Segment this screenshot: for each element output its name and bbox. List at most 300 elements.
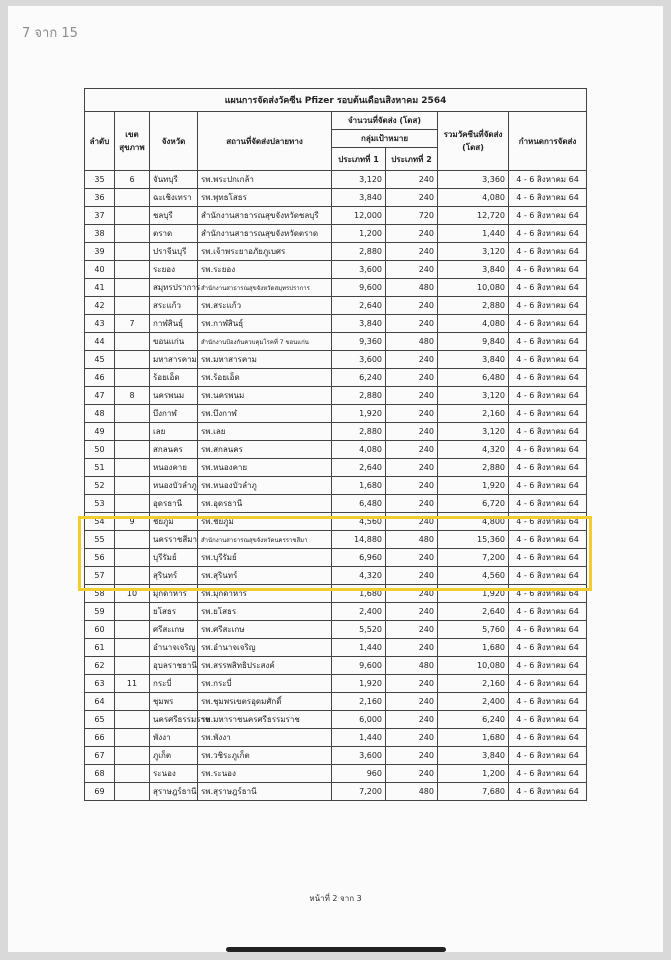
- cell-type1: 1,440: [332, 729, 386, 747]
- cell-type1: 9,360: [332, 333, 386, 351]
- cell-no: 63: [85, 675, 115, 693]
- cell-total: 6,720: [438, 495, 509, 513]
- cell-type2: 240: [386, 423, 438, 441]
- cell-schedule: 4 - 6 สิงหาคม 64: [509, 693, 587, 711]
- cell-total: 12,720: [438, 207, 509, 225]
- cell-no: 62: [85, 657, 115, 675]
- table-row: [85, 513, 587, 531]
- cell-type2: 480: [386, 783, 438, 801]
- cell-no: 45: [85, 351, 115, 369]
- cell-no: 61: [85, 639, 115, 657]
- table-row: [85, 207, 587, 225]
- cell-schedule: 4 - 6 สิงหาคม 64: [509, 585, 587, 603]
- cell-no: 59: [85, 603, 115, 621]
- cell-type1: 2,880: [332, 387, 386, 405]
- cell-no: 48: [85, 405, 115, 423]
- cell-province: ชลบุรี: [150, 207, 198, 225]
- cell-total: 3,120: [438, 243, 509, 261]
- table-row: [85, 531, 587, 549]
- cell-province: มหาสารคาม: [150, 351, 198, 369]
- cell-type2: 240: [386, 243, 438, 261]
- cell-type2: 240: [386, 171, 438, 189]
- cell-region: [115, 531, 150, 549]
- cell-schedule: 4 - 6 สิงหาคม 64: [509, 441, 587, 459]
- cell-total: 5,760: [438, 621, 509, 639]
- cell-schedule: 4 - 6 สิงหาคม 64: [509, 783, 587, 801]
- cell-destination: รพ.พุทธโสธร: [198, 189, 332, 207]
- cell-destination: รพ.ชัยภูมิ: [198, 513, 332, 531]
- cell-province: หนองคาย: [150, 459, 198, 477]
- cell-total: 2,400: [438, 693, 509, 711]
- table-row: [85, 459, 587, 477]
- header-schedule: กำหนดการจัดส่ง: [509, 112, 587, 171]
- cell-type1: 1,440: [332, 639, 386, 657]
- header-destination: สถานที่จัดส่งปลายทาง: [198, 112, 332, 171]
- cell-type2: 240: [386, 261, 438, 279]
- cell-type2: 720: [386, 207, 438, 225]
- cell-province: สุรินทร์: [150, 567, 198, 585]
- cell-destination: รพ.พระปกเกล้า: [198, 171, 332, 189]
- cell-region: [115, 747, 150, 765]
- cell-type2: 240: [386, 585, 438, 603]
- cell-type2: 240: [386, 639, 438, 657]
- cell-destination: รพ.สระแก้ว: [198, 297, 332, 315]
- cell-no: 64: [85, 693, 115, 711]
- cell-no: 50: [85, 441, 115, 459]
- cell-type1: 1,920: [332, 405, 386, 423]
- cell-type1: 1,680: [332, 477, 386, 495]
- cell-type1: 1,200: [332, 225, 386, 243]
- cell-total: 7,680: [438, 783, 509, 801]
- cell-type1: 4,080: [332, 441, 386, 459]
- cell-type1: 14,880: [332, 531, 386, 549]
- cell-destination: รพ.กระบี่: [198, 675, 332, 693]
- cell-type1: 6,960: [332, 549, 386, 567]
- cell-destination: รพ.อำนาจเจริญ: [198, 639, 332, 657]
- cell-total: 1,440: [438, 225, 509, 243]
- cell-province: อำนาจเจริญ: [150, 639, 198, 657]
- table-row: [85, 711, 587, 729]
- table-row: [85, 495, 587, 513]
- cell-schedule: 4 - 6 สิงหาคม 64: [509, 207, 587, 225]
- cell-type1: 7,200: [332, 783, 386, 801]
- cell-type1: 960: [332, 765, 386, 783]
- cell-type1: 3,120: [332, 171, 386, 189]
- cell-type1: 2,640: [332, 297, 386, 315]
- cell-schedule: 4 - 6 สิงหาคม 64: [509, 549, 587, 567]
- cell-type2: 480: [386, 279, 438, 297]
- cell-destination: รพ.บุรีรัมย์: [198, 549, 332, 567]
- table-row: [85, 387, 587, 405]
- table-title: แผนการจัดส่งวัคซีน Pfizer รอบต้นเดือนสิงหาคม 2564: [85, 89, 587, 112]
- cell-type1: 3,600: [332, 261, 386, 279]
- cell-schedule: 4 - 6 สิงหาคม 64: [509, 729, 587, 747]
- cell-type2: 240: [386, 603, 438, 621]
- cell-total: 9,840: [438, 333, 509, 351]
- cell-region: 7: [115, 315, 150, 333]
- table-row: [85, 225, 587, 243]
- cell-region: [115, 783, 150, 801]
- cell-schedule: 4 - 6 สิงหาคม 64: [509, 747, 587, 765]
- table-row: [85, 297, 587, 315]
- cell-region: [115, 351, 150, 369]
- cell-total: 2,640: [438, 603, 509, 621]
- cell-destination: สำนักงานสาธารณสุขจังหวัดตราด: [198, 225, 332, 243]
- cell-total: 2,880: [438, 459, 509, 477]
- cell-total: 7,200: [438, 549, 509, 567]
- cell-type1: 5,520: [332, 621, 386, 639]
- cell-province: ร้อยเอ็ด: [150, 369, 198, 387]
- table-row: [85, 765, 587, 783]
- cell-province: กระบี่: [150, 675, 198, 693]
- table-row: [85, 351, 587, 369]
- cell-destination: รพ.มุกดาหาร: [198, 585, 332, 603]
- cell-type2: 240: [386, 315, 438, 333]
- cell-province: ขอนแก่น: [150, 333, 198, 351]
- cell-region: [115, 639, 150, 657]
- table-row: [85, 369, 587, 387]
- cell-destination: สำนักงานสาธารณสุขจังหวัดสมุทรปราการ: [198, 279, 332, 297]
- cell-type1: 3,840: [332, 315, 386, 333]
- cell-province: เลย: [150, 423, 198, 441]
- table-row: [85, 639, 587, 657]
- cell-region: [115, 423, 150, 441]
- cell-no: 56: [85, 549, 115, 567]
- page-indicator: 7 จาก 15: [22, 26, 78, 41]
- cell-schedule: 4 - 6 สิงหาคม 64: [509, 711, 587, 729]
- cell-total: 2,160: [438, 675, 509, 693]
- vaccine-plan-table-container: [84, 88, 586, 801]
- cell-destination: รพ.ศรีสะเกษ: [198, 621, 332, 639]
- cell-type2: 240: [386, 459, 438, 477]
- cell-no: 41: [85, 279, 115, 297]
- cell-type2: 240: [386, 711, 438, 729]
- cell-schedule: 4 - 6 สิงหาคม 64: [509, 567, 587, 585]
- cell-region: [115, 549, 150, 567]
- table-row: [85, 675, 587, 693]
- cell-no: 40: [85, 261, 115, 279]
- cell-total: 3,840: [438, 351, 509, 369]
- cell-no: 55: [85, 531, 115, 549]
- table-row: [85, 405, 587, 423]
- cell-no: 44: [85, 333, 115, 351]
- cell-type2: 480: [386, 531, 438, 549]
- cell-region: [115, 189, 150, 207]
- cell-schedule: 4 - 6 สิงหาคม 64: [509, 171, 587, 189]
- cell-no: 51: [85, 459, 115, 477]
- page-footer: หน้าที่ 2 จาก 3: [309, 894, 362, 903]
- cell-destination: รพ.ชุมพรเขตรอุดมศักดิ์: [198, 693, 332, 711]
- cell-destination: รพ.ระยอง: [198, 261, 332, 279]
- cell-destination: สำนักงานป้องกันควบคุมโรคที่ 7 ขอนแก่น: [198, 333, 332, 351]
- cell-schedule: 4 - 6 สิงหาคม 64: [509, 639, 587, 657]
- cell-region: [115, 225, 150, 243]
- cell-total: 6,240: [438, 711, 509, 729]
- cell-type2: 240: [386, 405, 438, 423]
- cell-total: 1,920: [438, 477, 509, 495]
- cell-schedule: 4 - 6 สิงหาคม 64: [509, 675, 587, 693]
- cell-destination: สำนักงานสาธารณสุขจังหวัดนครราชสีมา: [198, 531, 332, 549]
- cell-region: [115, 621, 150, 639]
- cell-province: นครราชสีมา: [150, 531, 198, 549]
- cell-total: 4,080: [438, 315, 509, 333]
- cell-region: [115, 693, 150, 711]
- cell-type1: 1,680: [332, 585, 386, 603]
- cell-schedule: 4 - 6 สิงหาคม 64: [509, 531, 587, 549]
- table-row: [85, 603, 587, 621]
- cell-province: ระนอง: [150, 765, 198, 783]
- cell-type2: 240: [386, 549, 438, 567]
- table-row: [85, 747, 587, 765]
- cell-schedule: 4 - 6 สิงหาคม 64: [509, 765, 587, 783]
- cell-destination: รพ.มหาราชนครศรีธรรมราช: [198, 711, 332, 729]
- cell-type1: 9,600: [332, 279, 386, 297]
- cell-type1: 12,000: [332, 207, 386, 225]
- cell-type2: 480: [386, 657, 438, 675]
- cell-province: ชุมพร: [150, 693, 198, 711]
- cell-type2: 240: [386, 765, 438, 783]
- table-row: [85, 657, 587, 675]
- table-row: [85, 567, 587, 585]
- cell-schedule: 4 - 6 สิงหาคม 64: [509, 333, 587, 351]
- cell-schedule: 4 - 6 สิงหาคม 64: [509, 495, 587, 513]
- cell-total: 1,680: [438, 729, 509, 747]
- cell-destination: สำนักงานสาธารณสุขจังหวัดชลบุรี: [198, 207, 332, 225]
- cell-region: [115, 207, 150, 225]
- cell-destination: รพ.หนองคาย: [198, 459, 332, 477]
- cell-destination: รพ.ร้อยเอ็ด: [198, 369, 332, 387]
- cell-no: 37: [85, 207, 115, 225]
- cell-type1: 2,400: [332, 603, 386, 621]
- cell-region: 11: [115, 675, 150, 693]
- cell-region: 10: [115, 585, 150, 603]
- cell-destination: รพ.อุดรธานี: [198, 495, 332, 513]
- table-row: [85, 549, 587, 567]
- table-row: [85, 261, 587, 279]
- cell-destination: รพ.หนองบัวลำภู: [198, 477, 332, 495]
- cell-type1: 3,600: [332, 351, 386, 369]
- cell-destination: รพ.บึงกาฬ: [198, 405, 332, 423]
- cell-total: 2,160: [438, 405, 509, 423]
- cell-type2: 240: [386, 513, 438, 531]
- table-row: [85, 621, 587, 639]
- cell-type1: 6,240: [332, 369, 386, 387]
- cell-destination: รพ.วชิระภูเก็ต: [198, 747, 332, 765]
- cell-region: [115, 477, 150, 495]
- cell-region: 9: [115, 513, 150, 531]
- table-row: [85, 441, 587, 459]
- cell-type1: 4,320: [332, 567, 386, 585]
- header-type2: ประเภทที่ 2: [386, 148, 438, 171]
- cell-type2: 240: [386, 189, 438, 207]
- cell-total: 3,120: [438, 387, 509, 405]
- cell-region: [115, 279, 150, 297]
- table-row: [85, 315, 587, 333]
- cell-type2: 240: [386, 369, 438, 387]
- cell-schedule: 4 - 6 สิงหาคม 64: [509, 243, 587, 261]
- cell-destination: รพ.สรรพสิทธิประสงค์: [198, 657, 332, 675]
- cell-type2: 240: [386, 441, 438, 459]
- cell-total: 4,560: [438, 567, 509, 585]
- cell-type2: 240: [386, 225, 438, 243]
- cell-region: [115, 297, 150, 315]
- cell-no: 68: [85, 765, 115, 783]
- header-province: จังหวัด: [150, 112, 198, 171]
- cell-total: 4,320: [438, 441, 509, 459]
- cell-province: พังงา: [150, 729, 198, 747]
- cell-total: 15,360: [438, 531, 509, 549]
- header-type1: ประเภทที่ 1: [332, 148, 386, 171]
- cell-type1: 3,840: [332, 189, 386, 207]
- cell-no: 35: [85, 171, 115, 189]
- cell-type2: 240: [386, 675, 438, 693]
- cell-type2: 480: [386, 333, 438, 351]
- cell-province: บุรีรัมย์: [150, 549, 198, 567]
- cell-type1: 9,600: [332, 657, 386, 675]
- header-no: ลำดับ: [85, 112, 115, 171]
- cell-no: 46: [85, 369, 115, 387]
- cell-schedule: 4 - 6 สิงหาคม 64: [509, 459, 587, 477]
- cell-type1: 2,880: [332, 423, 386, 441]
- cell-schedule: 4 - 6 สิงหาคม 64: [509, 657, 587, 675]
- cell-schedule: 4 - 6 สิงหาคม 64: [509, 189, 587, 207]
- cell-total: 3,840: [438, 747, 509, 765]
- cell-total: 4,080: [438, 189, 509, 207]
- cell-schedule: 4 - 6 สิงหาคม 64: [509, 621, 587, 639]
- cell-type1: 3,600: [332, 747, 386, 765]
- cell-schedule: 4 - 6 สิงหาคม 64: [509, 279, 587, 297]
- cell-region: [115, 657, 150, 675]
- cell-province: หนองบัวลำภู: [150, 477, 198, 495]
- cell-total: 2,880: [438, 297, 509, 315]
- cell-province: ยโสธร: [150, 603, 198, 621]
- cell-type2: 240: [386, 729, 438, 747]
- cell-province: สมุทรปราการ: [150, 279, 198, 297]
- cell-type2: 240: [386, 297, 438, 315]
- cell-type2: 240: [386, 351, 438, 369]
- cell-no: 69: [85, 783, 115, 801]
- table-row: [85, 279, 587, 297]
- cell-total: 1,200: [438, 765, 509, 783]
- cell-type2: 240: [386, 747, 438, 765]
- cell-destination: รพ.ระนอง: [198, 765, 332, 783]
- cell-no: 52: [85, 477, 115, 495]
- cell-schedule: 4 - 6 สิงหาคม 64: [509, 387, 587, 405]
- table-row: [85, 729, 587, 747]
- cell-no: 65: [85, 711, 115, 729]
- cell-no: 66: [85, 729, 115, 747]
- table-row: [85, 333, 587, 351]
- cell-region: [115, 711, 150, 729]
- cell-region: [115, 333, 150, 351]
- table-row: [85, 189, 587, 207]
- cell-destination: รพ.กาฬสินธุ์: [198, 315, 332, 333]
- cell-schedule: 4 - 6 สิงหาคม 64: [509, 603, 587, 621]
- cell-region: 6: [115, 171, 150, 189]
- table-row: [85, 243, 587, 261]
- table-body: [85, 171, 587, 801]
- cell-province: กาฬสินธุ์: [150, 315, 198, 333]
- cell-total: 4,800: [438, 513, 509, 531]
- cell-total: 10,080: [438, 657, 509, 675]
- cell-type1: 6,480: [332, 495, 386, 513]
- cell-destination: รพ.ยโสธร: [198, 603, 332, 621]
- cell-province: นครศรีธรรมราช: [150, 711, 198, 729]
- table-row: [85, 783, 587, 801]
- cell-destination: รพ.สุรินทร์: [198, 567, 332, 585]
- cell-no: 39: [85, 243, 115, 261]
- cell-schedule: 4 - 6 สิงหาคม 64: [509, 315, 587, 333]
- table-row: [85, 423, 587, 441]
- cell-province: อุดรธานี: [150, 495, 198, 513]
- cell-no: 38: [85, 225, 115, 243]
- cell-total: 10,080: [438, 279, 509, 297]
- cell-type1: 2,160: [332, 693, 386, 711]
- cell-no: 53: [85, 495, 115, 513]
- header-amount: จำนวนที่จัดส่ง (โดส): [332, 112, 438, 130]
- cell-province: บึงกาฬ: [150, 405, 198, 423]
- cell-province: ฉะเชิงเทรา: [150, 189, 198, 207]
- cell-type2: 240: [386, 621, 438, 639]
- header-region: เขต สุขภาพ: [115, 112, 150, 171]
- cell-region: [115, 729, 150, 747]
- cell-schedule: 4 - 6 สิงหาคม 64: [509, 405, 587, 423]
- cell-type1: 1,920: [332, 675, 386, 693]
- cell-province: ตราด: [150, 225, 198, 243]
- cell-type2: 240: [386, 567, 438, 585]
- cell-province: สระแก้ว: [150, 297, 198, 315]
- cell-type1: 2,880: [332, 243, 386, 261]
- table-row: [85, 693, 587, 711]
- cell-no: 43: [85, 315, 115, 333]
- cell-schedule: 4 - 6 สิงหาคม 64: [509, 513, 587, 531]
- cell-region: [115, 567, 150, 585]
- cell-schedule: 4 - 6 สิงหาคม 64: [509, 261, 587, 279]
- table-row: [85, 585, 587, 603]
- cell-province: มุกดาหาร: [150, 585, 198, 603]
- cell-type1: 4,560: [332, 513, 386, 531]
- cell-schedule: 4 - 6 สิงหาคม 64: [509, 297, 587, 315]
- table-row: [85, 171, 587, 189]
- cell-total: 1,920: [438, 585, 509, 603]
- header-total: รวมวัคซีนที่จัดส่ง (โดส): [438, 112, 509, 171]
- cell-schedule: 4 - 6 สิงหาคม 64: [509, 369, 587, 387]
- cell-type2: 240: [386, 495, 438, 513]
- cell-destination: รพ.สกลนคร: [198, 441, 332, 459]
- cell-no: 49: [85, 423, 115, 441]
- cell-region: [115, 765, 150, 783]
- cell-destination: รพ.เลย: [198, 423, 332, 441]
- cell-total: 1,680: [438, 639, 509, 657]
- cell-province: ชัยภูมิ: [150, 513, 198, 531]
- cell-destination: รพ.มหาสารคาม: [198, 351, 332, 369]
- cell-province: ศรีสะเกษ: [150, 621, 198, 639]
- cell-region: [115, 441, 150, 459]
- cell-region: [115, 603, 150, 621]
- cell-total: 3,120: [438, 423, 509, 441]
- home-indicator-bar: [226, 947, 446, 952]
- cell-type2: 240: [386, 477, 438, 495]
- cell-province: นครพนม: [150, 387, 198, 405]
- cell-schedule: 4 - 6 สิงหาคม 64: [509, 477, 587, 495]
- cell-province: สุราษฎร์ธานี: [150, 783, 198, 801]
- vaccine-plan-table: [84, 88, 587, 801]
- cell-province: สกลนคร: [150, 441, 198, 459]
- cell-schedule: 4 - 6 สิงหาคม 64: [509, 423, 587, 441]
- cell-no: 42: [85, 297, 115, 315]
- cell-total: 3,840: [438, 261, 509, 279]
- cell-no: 57: [85, 567, 115, 585]
